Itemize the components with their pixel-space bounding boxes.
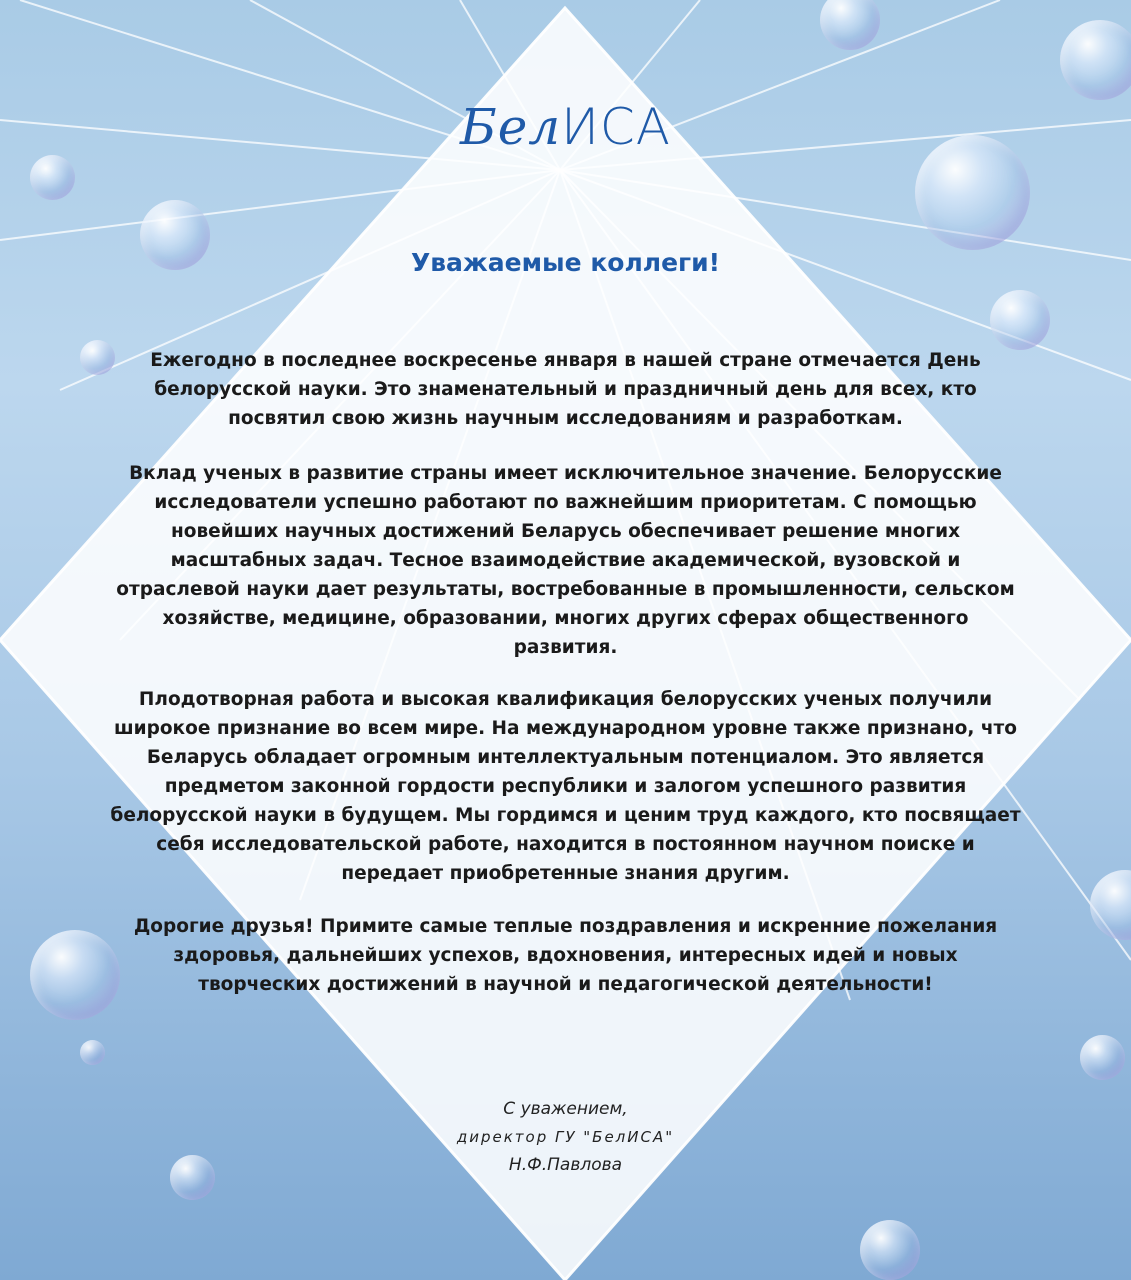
signature-position: директор ГУ "БелИСА" — [456, 1128, 675, 1146]
signature-name: Н.Ф.Павлова — [508, 1155, 623, 1175]
signature-greeting: С уважением, — [503, 1099, 628, 1119]
greeting-heading: Уважаемые коллеги! — [410, 248, 721, 277]
logo-text-first: Бел — [459, 98, 562, 156]
logo-text-second: ИСА — [561, 98, 672, 156]
paragraph-2: Вклад ученых в развитие страны имеет исключительное значение. Белорусские исследователи успешно работают по важнейшим приоритетам. С помощью новейших научных достижений Беларусь обеспечивает решение многих масштабных задач. Тесное взаимодействие академической, вузовской и отраслевой науки дает результаты, востребованные в промышленности, сельском хозяйстве, медицине, образовании, многих других сферах общественного развития. — [116, 463, 1015, 658]
paragraph-4: Дорогие друзья! Примите самые теплые поздравления и искренние пожелания здоровья, дальнейших успехов, вдохновения, интересных идей и новых творческих достижений в научной и педагогической деятельности! — [133, 916, 998, 995]
signature-block — [0, 1095, 1131, 1179]
belisa-logo — [0, 98, 1131, 156]
paragraph-1: Ежегодно в последнее воскресенье января в нашей стране отмечается День белорусской науки. Это знаменательный и праздничный день для всех, кто посвятил свою жизнь научным исследованиям и разработкам. — [150, 350, 981, 429]
paragraph-3: Плодотворная работа и высокая квалификация белорусских ученых получили широкое признание во всем мире. На международном уровне также признано, что Беларусь обладает огромным интеллектуальным потенциалом. Это является предметом законной гордости республики и залогом успешного развития белорусской науки в будущем. Мы гордимся и ценим труд каждого, кто посвящает себя исследовательской работе, находится в постоянном научном поиске и передает приобретенные знания другим. — [110, 689, 1021, 884]
